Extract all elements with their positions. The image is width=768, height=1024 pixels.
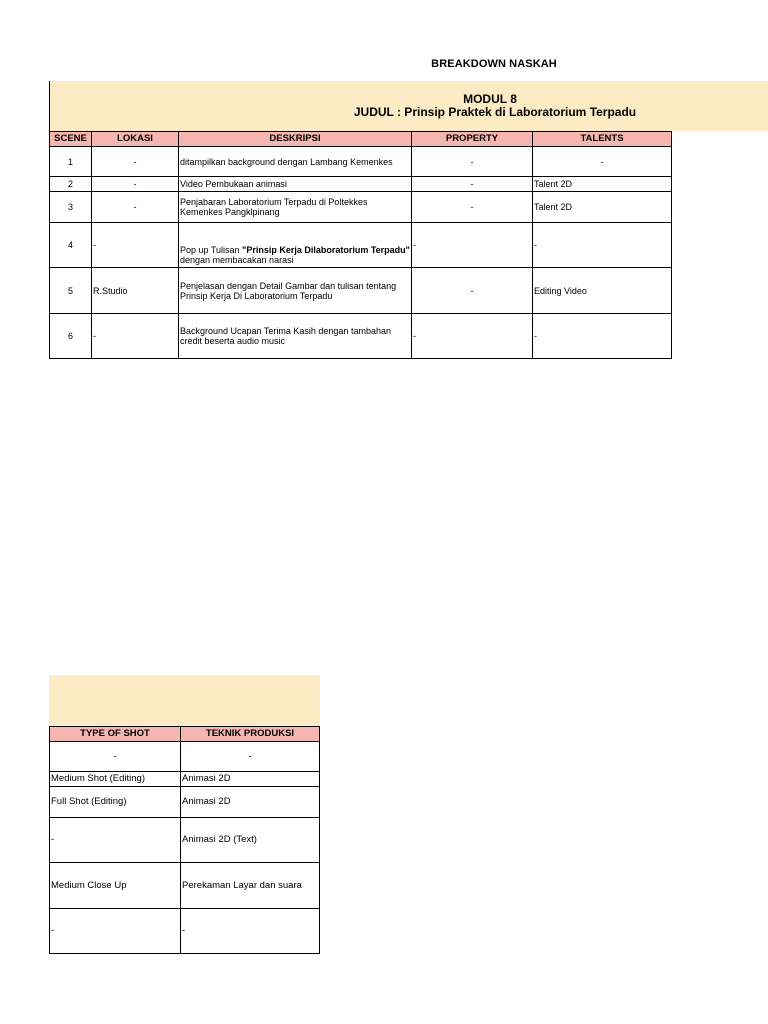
cell-talents: - [533, 314, 672, 359]
cell-teknik: Perekaman Layar dan suara [181, 863, 320, 909]
cell-deskripsi: Background Ucapan Terima Kasih dengan tambahan credit beserta audio music [179, 314, 412, 359]
cell-type: - [50, 742, 181, 772]
table-row [50, 314, 672, 359]
cell-talents: Editing Video [533, 268, 672, 314]
judul-label: JUDUL : Prinsip Praktek di Laboratorium Terpadu [353, 105, 637, 119]
cell-property: - [412, 223, 533, 268]
cell-property: - [412, 192, 533, 223]
cell-type: Full Shot (Editing) [50, 787, 181, 818]
header-lokasi: LOKASI [92, 132, 179, 147]
cell-type: Medium Shot (Editing) [50, 772, 181, 787]
document-title: BREAKDOWN NASKAH [431, 58, 557, 70]
cell-scene: 3 [50, 192, 92, 223]
cell-type: - [50, 909, 181, 954]
cell-talents: Talent 2D [533, 192, 672, 223]
cell-lokasi: - [92, 192, 179, 223]
table-row [50, 223, 672, 268]
cell-property: - [412, 314, 533, 359]
cell-teknik: - [181, 742, 320, 772]
cell-property: - [412, 268, 533, 314]
table-row [50, 268, 672, 314]
table-row [50, 909, 320, 954]
cell-lokasi: R.Studio [92, 268, 179, 314]
deskripsi-post: dengan membacakan narasi [180, 255, 294, 265]
table-row [50, 742, 320, 772]
header-talents: TALENTS [533, 132, 672, 147]
cell-type: Medium Close Up [50, 863, 181, 909]
header-property: PROPERTY [412, 132, 533, 147]
cell-lokasi: - [92, 147, 179, 177]
table-header-row [50, 727, 320, 742]
cell-scene: 1 [50, 147, 92, 177]
cell-scene: 4 [50, 223, 92, 268]
cell-scene: 5 [50, 268, 92, 314]
cell-type: - [50, 818, 181, 863]
cell-property: - [412, 147, 533, 177]
table-row [50, 787, 320, 818]
table-row [50, 192, 672, 223]
cell-scene: 6 [50, 314, 92, 359]
cell-lokasi: - [92, 314, 179, 359]
header-type-of-shot: TYPE OF SHOT [50, 727, 181, 742]
second-header-band [49, 675, 320, 726]
table-row [50, 177, 672, 192]
cell-teknik: Animasi 2D (Text) [181, 818, 320, 863]
cell-deskripsi: Penjabaran Laboratorium Terpadu di Poltekkes Kemenkes Pangklpinang [179, 192, 412, 223]
cell-deskripsi: Penjelasan dengan Detail Gambar dan tulisan tentang Prinsip Kerja Di Laboratorium Terpadu [179, 268, 412, 314]
header-scene: SCENE [50, 132, 92, 147]
header-teknik-produksi: TEKNIK PRODUKSI [181, 727, 320, 742]
cell-deskripsi: Video Pembukaan animasi [179, 177, 412, 192]
table-row [50, 863, 320, 909]
cell-teknik: Animasi 2D [181, 787, 320, 818]
cell-deskripsi [179, 223, 412, 268]
cell-talents: - [533, 147, 672, 177]
breakdown-table [49, 131, 672, 359]
cell-lokasi: - [92, 223, 179, 268]
modul-label: MODUL 8 [463, 92, 517, 106]
cell-talents: - [533, 223, 672, 268]
deskripsi-bold: "Prinsip Kerja Dilaboratorium Terpadu" [242, 245, 410, 255]
table-row [50, 818, 320, 863]
cell-deskripsi: ditampilkan background dengan Lambang Kemenkes [179, 147, 412, 177]
table-row [50, 772, 320, 787]
cell-teknik: Animasi 2D [181, 772, 320, 787]
cell-property: - [412, 177, 533, 192]
cell-lokasi: - [92, 177, 179, 192]
cell-teknik: - [181, 909, 320, 954]
table-row [50, 147, 672, 177]
cell-scene: 2 [50, 177, 92, 192]
shot-table [49, 726, 320, 954]
deskripsi-pre: Pop up Tulisan [180, 245, 243, 255]
header-deskripsi: DESKRIPSI [179, 132, 412, 147]
table-header-row [50, 132, 672, 147]
cell-talents: Talent 2D [533, 177, 672, 192]
